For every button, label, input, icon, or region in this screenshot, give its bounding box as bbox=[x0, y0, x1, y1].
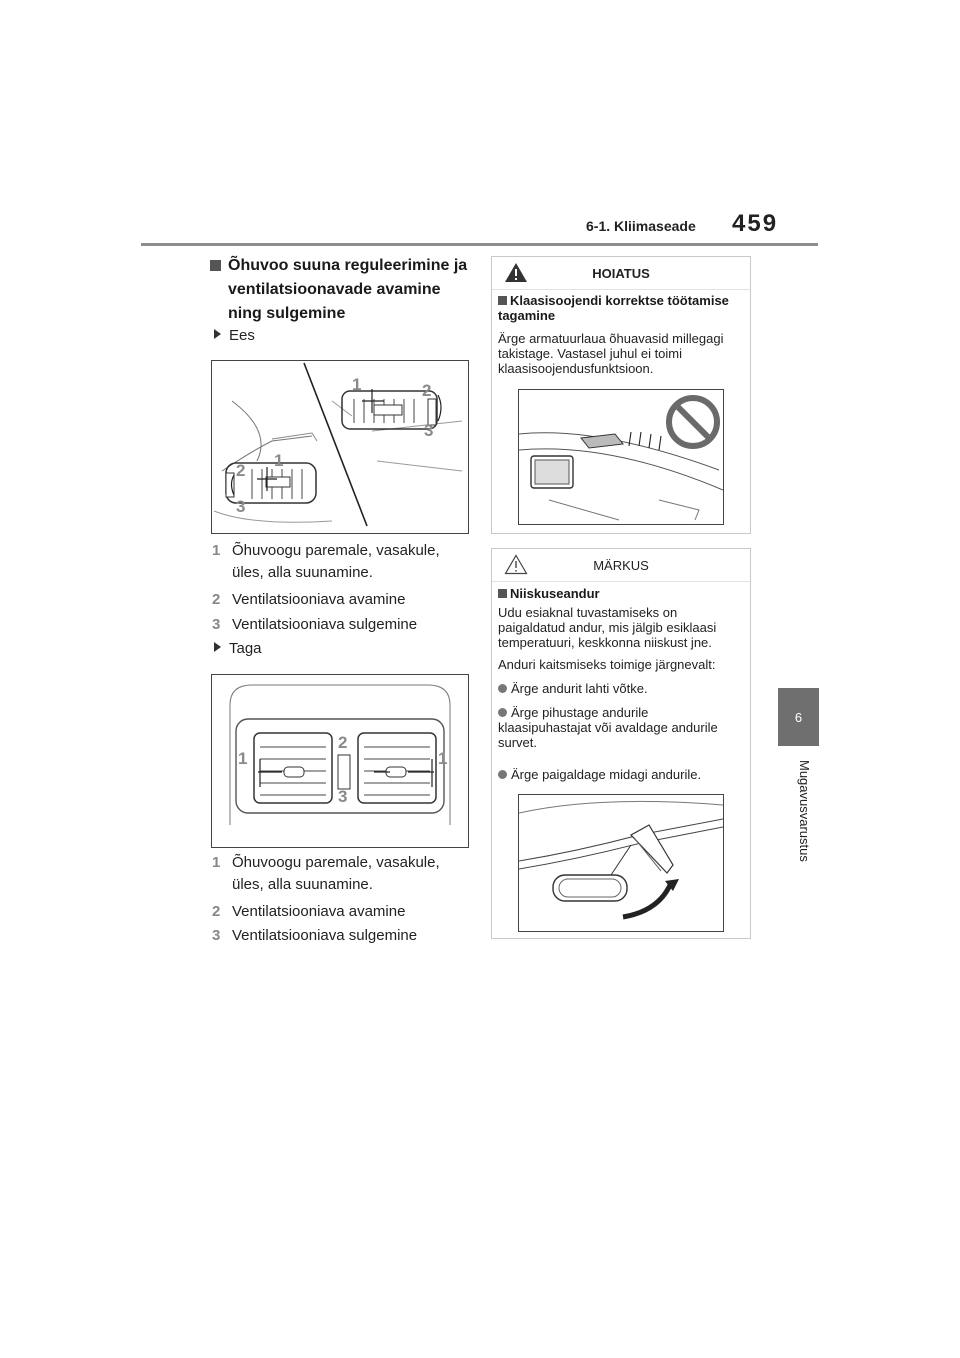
rear-list bbox=[212, 852, 472, 952]
front-callout-1b: 1 bbox=[274, 451, 284, 470]
front-list bbox=[212, 540, 472, 640]
rear-callout-1: 1 bbox=[238, 749, 248, 768]
humidity-sensor-figure bbox=[518, 794, 724, 932]
note-subheading: Niiskuseandur bbox=[498, 586, 742, 601]
page-number: 459 bbox=[732, 210, 779, 237]
square-bullet-icon bbox=[498, 296, 507, 305]
rear-vents-figure bbox=[211, 674, 469, 848]
section-heading-text: Õhuvoo suuna reguleerimine ja ventilatsioonavade avamine ning sulgemine bbox=[228, 257, 468, 322]
chapter-title: Mugavusvarustus bbox=[797, 760, 812, 862]
front-callout-2: 2 bbox=[422, 381, 432, 400]
front-callout-2b: 2 bbox=[236, 461, 246, 480]
front-label: Ees bbox=[214, 327, 255, 344]
square-bullet-icon bbox=[210, 260, 221, 271]
note-bullet-3: Ärge paigaldage midagi andurile. bbox=[498, 767, 742, 782]
chapter-tab[interactable] bbox=[778, 688, 819, 746]
warning-triangle-icon bbox=[504, 262, 528, 283]
list-item: 2 Ventilatsiooniava avamine bbox=[212, 903, 406, 920]
note-bullet-2: Ärge pihustage andurile klaasipuhastajat või avaldage andurile survet. bbox=[498, 705, 718, 750]
note-box-header bbox=[492, 549, 750, 582]
list-item: 3 Ventilatsiooniava sulgemine bbox=[212, 616, 418, 633]
front-vents-figure bbox=[211, 360, 469, 534]
warning-box-title: HOIATUS bbox=[592, 265, 650, 281]
caution-triangle-icon bbox=[504, 554, 528, 575]
list-item: 3 Ventilatsiooniava sulgemine bbox=[212, 927, 418, 944]
warning-box-header bbox=[492, 257, 750, 290]
warning-subheading: Klaasisoojendi korrektse töötamise tagamine bbox=[498, 293, 729, 323]
front-callout-1: 1 bbox=[352, 375, 362, 394]
note-bullet-1: Ärge andurit lahti võtke. bbox=[498, 681, 742, 696]
rear-callout-3: 3 bbox=[338, 787, 348, 806]
list-item: 2 Ventilatsiooniava avamine bbox=[212, 591, 406, 608]
warning-box bbox=[491, 256, 751, 534]
note-box-title: MÄRKUS bbox=[593, 557, 649, 573]
rear-callout-2: 2 bbox=[338, 733, 348, 752]
warning-body: Ärge armatuurlaua õhuavasid millegagi takistage. Vastasel juhul ei toimi klaasisoojendusfunktsioon. bbox=[498, 331, 724, 376]
note-box bbox=[491, 548, 751, 939]
bullet-dot-icon bbox=[498, 770, 507, 779]
rear-label: Taga bbox=[214, 640, 262, 657]
section-label: 6-1. Kliimaseade bbox=[586, 218, 696, 234]
dashboard-vent-figure bbox=[518, 389, 724, 525]
square-bullet-icon bbox=[498, 589, 507, 598]
rear-callout-1b: 1 bbox=[438, 749, 448, 768]
note-body-1: Udu esiaknal tuvastamiseks on paigaldatud andur, mis jälgib esiklaasi temperatuuri, keskkonna niiskust jne. bbox=[498, 605, 717, 650]
front-callout-3b: 3 bbox=[236, 497, 246, 516]
list-item: 1 Õhuvoogu paremale, vasakule, üles, alla suunamine. bbox=[212, 542, 440, 581]
triangle-marker-icon bbox=[214, 642, 221, 652]
bullet-dot-icon bbox=[498, 684, 507, 693]
note-body-2: Anduri kaitsmiseks toimige järgnevalt: bbox=[498, 657, 716, 672]
bullet-dot-icon bbox=[498, 708, 507, 717]
section-heading bbox=[210, 254, 470, 326]
header-rule bbox=[141, 243, 818, 246]
chapter-number: 6 bbox=[794, 709, 803, 725]
triangle-marker-icon bbox=[214, 329, 221, 339]
list-item: 1 Õhuvoogu paremale, vasakule, üles, alla suunamine. bbox=[212, 854, 440, 893]
front-callout-3: 3 bbox=[424, 421, 434, 440]
